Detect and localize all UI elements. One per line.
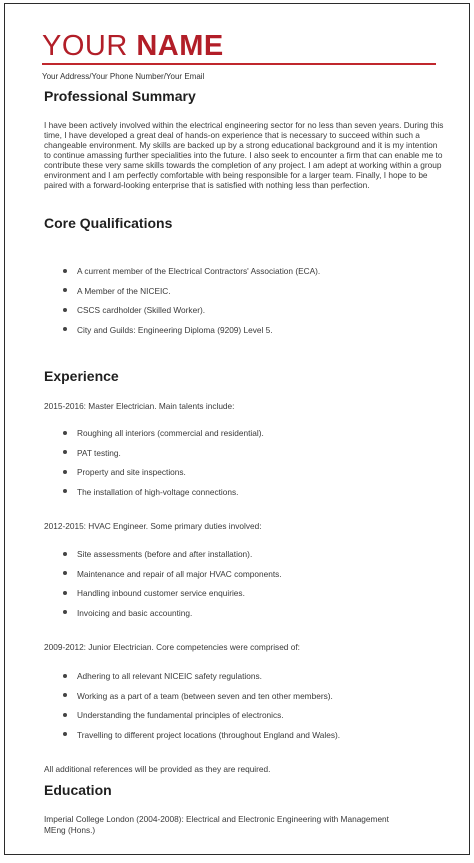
resume-page <box>4 3 470 855</box>
candidate-name <box>42 30 437 62</box>
contact-line: Your Address/Your Phone Number/Your Email <box>42 72 205 81</box>
duty-item: Invoicing and basic accounting. <box>63 608 282 628</box>
job-duties-list <box>63 549 282 627</box>
name-last: NAME <box>136 30 224 62</box>
duty-item: PAT testing. <box>63 448 264 468</box>
resume-header <box>42 30 437 81</box>
qualifications-list <box>63 266 320 344</box>
job-duties-list <box>63 671 340 749</box>
header-divider <box>42 63 436 65</box>
education-line-2: MEng (Hons.) <box>44 825 96 835</box>
job-heading: 2015-2016: Master Electrician. Main talents include: <box>44 401 235 411</box>
qualification-item: A Member of the NICEIC. <box>63 286 320 306</box>
job-heading: 2012-2015: HVAC Engineer. Some primary duties involved: <box>44 521 262 531</box>
references-note: All additional references will be provided as they are required. <box>44 764 271 774</box>
duty-item: Handling inbound customer service enquiries. <box>63 588 282 608</box>
qualifications-title: Core Qualifications <box>44 215 173 231</box>
duty-item: Site assessments (before and after installation). <box>63 549 282 569</box>
experience-title: Experience <box>44 368 119 384</box>
duty-item: The installation of high-voltage connections. <box>63 487 264 507</box>
duty-item: Roughing all interiors (commercial and residential). <box>63 428 264 448</box>
qualification-item: CSCS cardholder (Skilled Worker). <box>63 305 320 325</box>
duty-item: Travelling to different project locations (throughout England and Wales). <box>63 730 340 750</box>
summary-text: I have been actively involved within the electrical engineering sector for no less than seven years. During this time, I have developed a great deal of hands-on experience that is necessary to succeed within such a changeable environment. My skills are backed up by a strong educational background and it is my intention to continue amassing further specialities into the future. I also seek to encounter a firm that can enable me to contribute these very same skills towards the completion of any project. I am adept at working within a group environment and I am perfectly comfortable with being responsible for a larger team. Finally, I hope to be paired with a forward-looking enterprise that is satisfied with nothing less than perfection. <box>44 120 444 190</box>
job-heading: 2009-2012: Junior Electrician. Core competencies were comprised of: <box>44 642 300 652</box>
name-first: YOUR <box>42 30 128 62</box>
duty-item: Understanding the fundamental principles of electronics. <box>63 710 340 730</box>
education-line-1: Imperial College London (2004-2008): Electrical and Electronic Engineering with Management <box>44 814 389 824</box>
duty-item: Property and site inspections. <box>63 467 264 487</box>
job-duties-list <box>63 428 264 506</box>
qualification-item: A current member of the Electrical Contractors' Association (ECA). <box>63 266 320 286</box>
duty-item: Working as a part of a team (between seven and ten other members). <box>63 691 340 711</box>
summary-title: Professional Summary <box>44 88 196 104</box>
education-title: Education <box>44 782 112 798</box>
duty-item: Adhering to all relevant NICEIC safety regulations. <box>63 671 340 691</box>
duty-item: Maintenance and repair of all major HVAC components. <box>63 569 282 589</box>
qualification-item: City and Guilds: Engineering Diploma (9209) Level 5. <box>63 325 320 345</box>
